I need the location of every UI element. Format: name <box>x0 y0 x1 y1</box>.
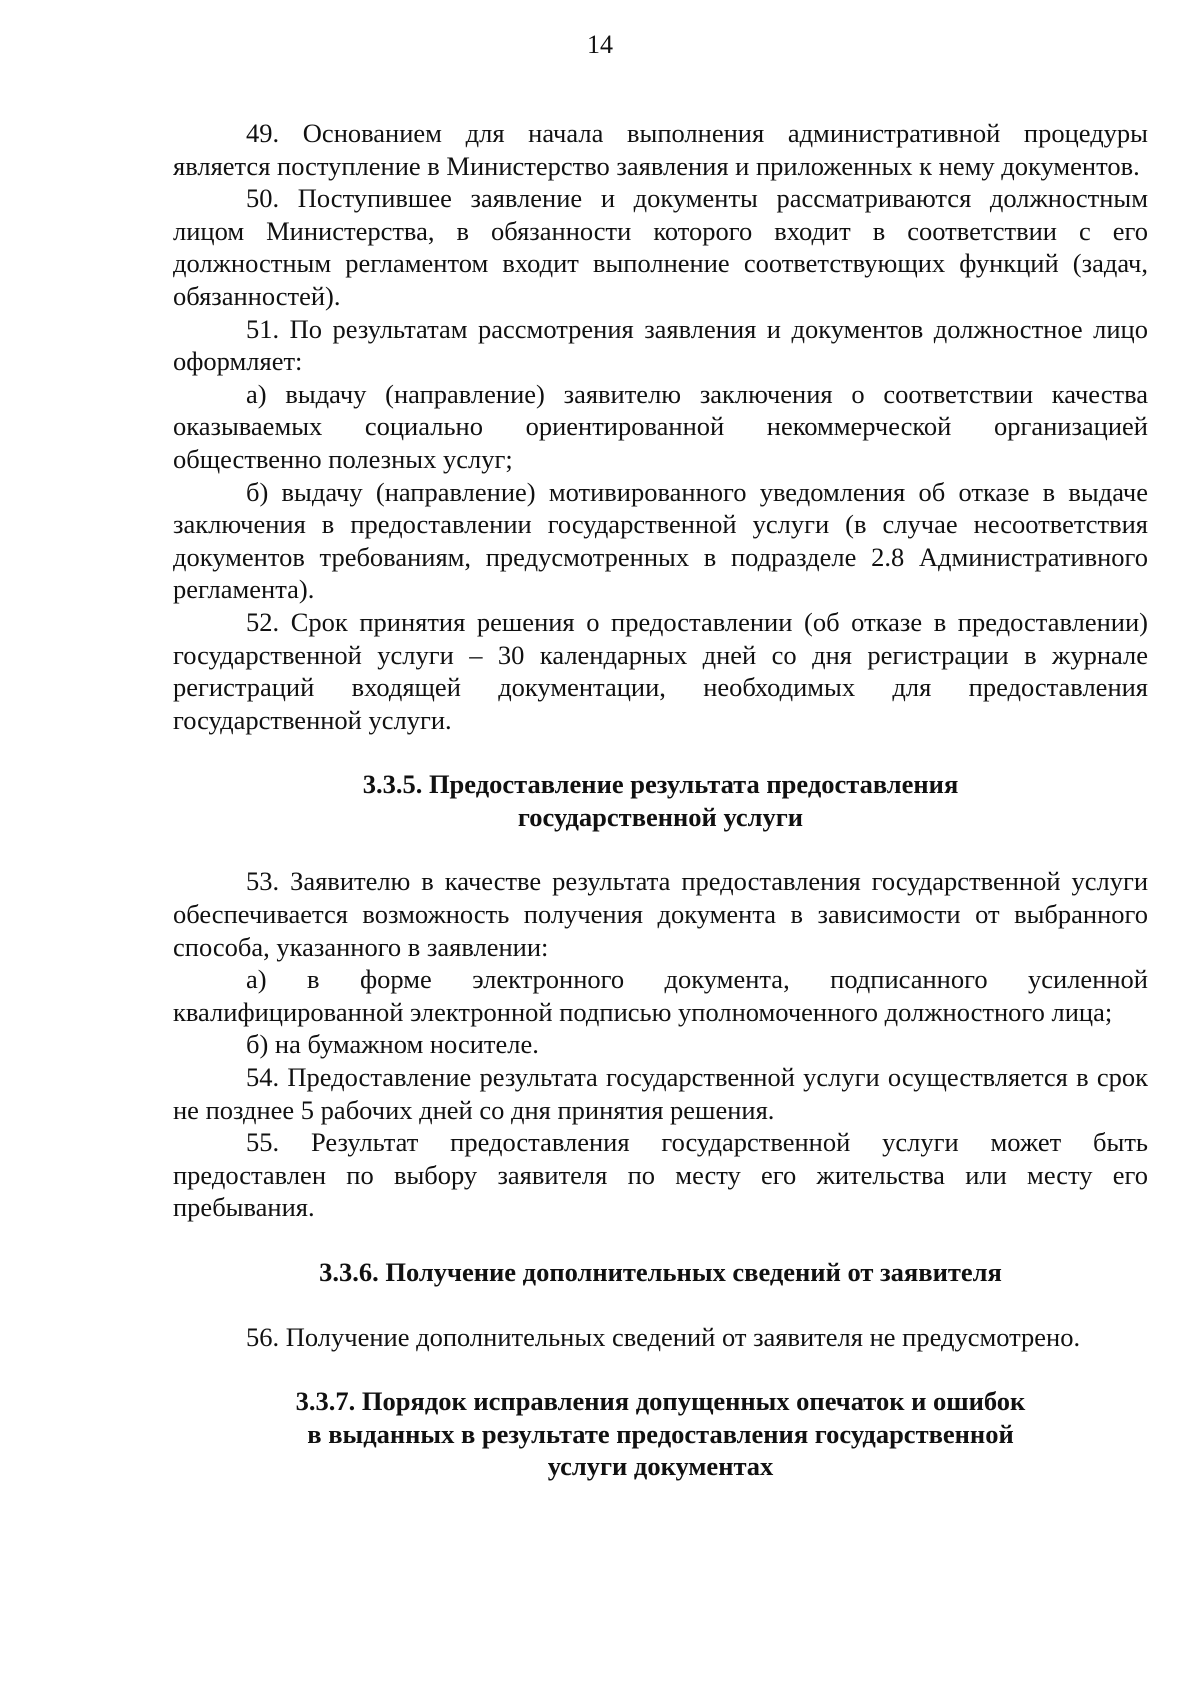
heading-line: 3.3.6. Получение дополнительных сведений от заявителя <box>319 1257 1002 1287</box>
heading-line: 3.3.7. Порядок исправления допущенных опечаток и ошибок <box>295 1386 1026 1417</box>
section-heading-3-3-7 <box>173 1385 1148 1483</box>
paragraph-51: 51. По результатам рассмотрения заявления и документов должностное лицо оформляет: <box>173 313 1148 377</box>
paragraph-52: 52. Срок принятия решения о предоставлении (об отказе в предоставлении) государственной услуги – 30 календарных дней со дня регистрации в журнале регистраций входящей документации, необходимых для предоставления государственной услуги. <box>173 606 1148 735</box>
paragraph-53a: а) в форме электронного документа, подписанного усиленной квалифицированной электронной подписью уполномоченного должностного лица; <box>173 964 1148 1027</box>
paragraph-55: 55. Результат предоставления государственной услуги может быть предоставлен по выбору заявителя по месту его жительства или месту его пребывания. <box>173 1127 1148 1223</box>
paragraph-53: 53. Заявителю в качестве результата предоставления государственной услуги обеспечивается возможность получения документа в зависимости от выбранного способа, указанного в заявлении: <box>173 866 1148 962</box>
heading-line: услуги документах <box>547 1451 774 1482</box>
heading-line: 3.3.5. Предоставление результата предоставления <box>362 769 959 800</box>
page-number: 14 <box>587 30 613 59</box>
document-body <box>173 117 1148 1483</box>
section-heading-3-3-5 <box>173 768 1148 833</box>
paragraph-51b: б) выдачу (направление) мотивированного уведомления об отказе в выдаче заключения в предоставлении государственной услуги (в случае несоответствия документов требованиям, предусмотренных в подразделе 2.8 Административного регламента). <box>173 476 1148 605</box>
paragraph-56: 56. Получение дополнительных сведений от заявителя не предусмотрено. <box>246 1321 1081 1352</box>
paragraph-49: 49. Основанием для начала выполнения административной процедуры является поступление в Министерство заявления и приложенных к нему документов. <box>173 118 1148 181</box>
paragraph-54: 54. Предоставление результата государственной услуги осуществляется в срок не позднее 5 рабочих дней со дня принятия решения. <box>173 1062 1148 1125</box>
section-heading-3-3-6 <box>173 1256 1148 1289</box>
heading-line: в выданных в результате предоставления государственной <box>307 1418 1014 1449</box>
heading-line: государственной услуги <box>517 801 804 832</box>
paragraph-51a: а) выдачу (направление) заявителю заключения о соответствии качества оказываемых социально ориентированной некоммерческой организацией общественно полезных услуг; <box>173 378 1148 474</box>
paragraph-50: 50. Поступившее заявление и документы рассматриваются должностным лицом Министерства, в обязанности которого входит в соответствии с его должностным регламентом входит выполнение соответствующих функций (задач, обязанностей). <box>173 183 1148 311</box>
paragraph-53b: б) на бумажном носителе. <box>246 1029 539 1060</box>
